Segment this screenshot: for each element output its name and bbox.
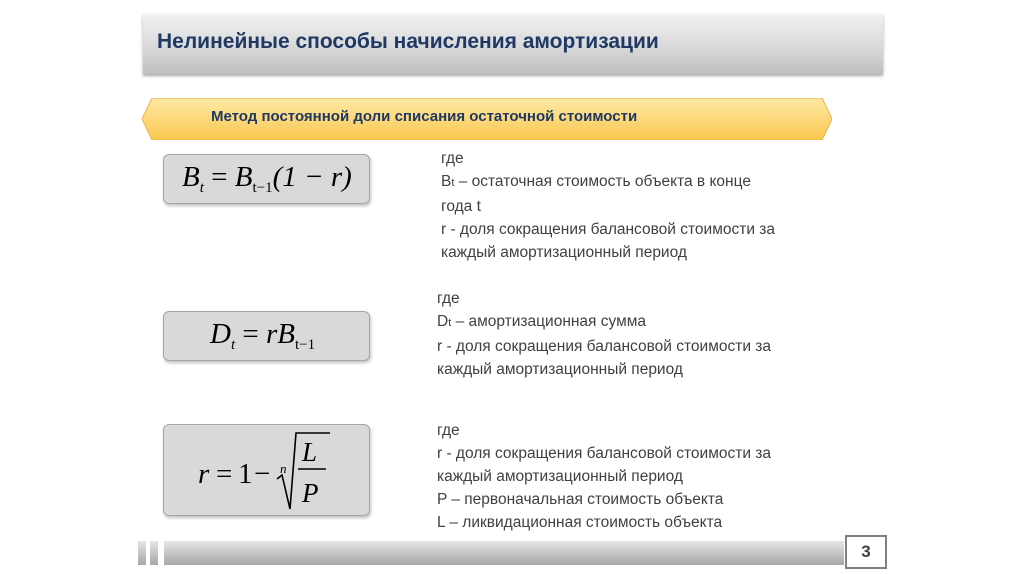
formula-var: rB — [265, 318, 295, 350]
description-line: Dt – амортизационная сумма — [437, 313, 647, 330]
description-residual-value — [441, 147, 775, 264]
formula-var: D — [210, 318, 231, 350]
description-line: где — [441, 150, 464, 167]
formula-var: B — [234, 161, 253, 193]
formula-box-depreciation-amount — [163, 311, 370, 361]
formula-equals: = — [211, 161, 228, 193]
formula-subscript: t−1 — [252, 180, 273, 196]
description-line: каждый амортизационный период — [437, 361, 683, 378]
page-number: 3 — [845, 535, 887, 569]
description-depreciation-amount — [437, 287, 771, 381]
formula-root-index: n — [280, 461, 287, 476]
description-line: r - доля сокращения балансовой стоимости за — [437, 445, 772, 462]
formula-rate — [164, 425, 369, 515]
formula-subscript: t — [230, 337, 236, 353]
formula-residual-value — [182, 161, 352, 197]
description-rate — [437, 419, 771, 534]
description-line: P – первоначальная стоимость объекта — [437, 491, 724, 508]
formula-equals: = — [242, 318, 259, 350]
description-line: года t — [441, 198, 481, 215]
formula-denominator: P — [302, 478, 319, 508]
formula-factor: (1 − r) — [272, 161, 352, 193]
slide-title: Нелинейные способы начисления амортизации — [157, 30, 659, 53]
description-line: r - доля сокращения балансовой стоимости за — [437, 338, 772, 355]
description-line: где — [437, 290, 460, 307]
formula-number: 1 — [238, 458, 253, 490]
description-line: L – ликвидационная стоимость объекта — [437, 514, 723, 531]
formula-minus: − — [254, 458, 271, 490]
description-line: где — [437, 422, 460, 439]
formula-var: r — [198, 458, 210, 490]
formula-depreciation-amount — [210, 318, 315, 354]
formula-box-residual-value — [163, 154, 370, 204]
footer-bar — [138, 541, 844, 565]
formula-var: B — [182, 161, 200, 193]
formula-equals: = — [216, 458, 233, 490]
description-line: каждый амортизационный период — [437, 468, 683, 485]
description-line: Bt – остаточная стоимость объекта в конце — [441, 173, 751, 190]
formula-subscript: t — [199, 180, 204, 196]
formula-box-rate — [163, 424, 370, 516]
formula-numerator: L — [302, 437, 318, 467]
description-line: каждый амортизационный период — [441, 244, 687, 261]
description-line: r - доля сокращения балансовой стоимости за — [441, 221, 776, 238]
formula-subscript: t−1 — [294, 337, 316, 353]
method-title: Метод постоянной доли списания остаточной стоимости — [211, 108, 638, 125]
